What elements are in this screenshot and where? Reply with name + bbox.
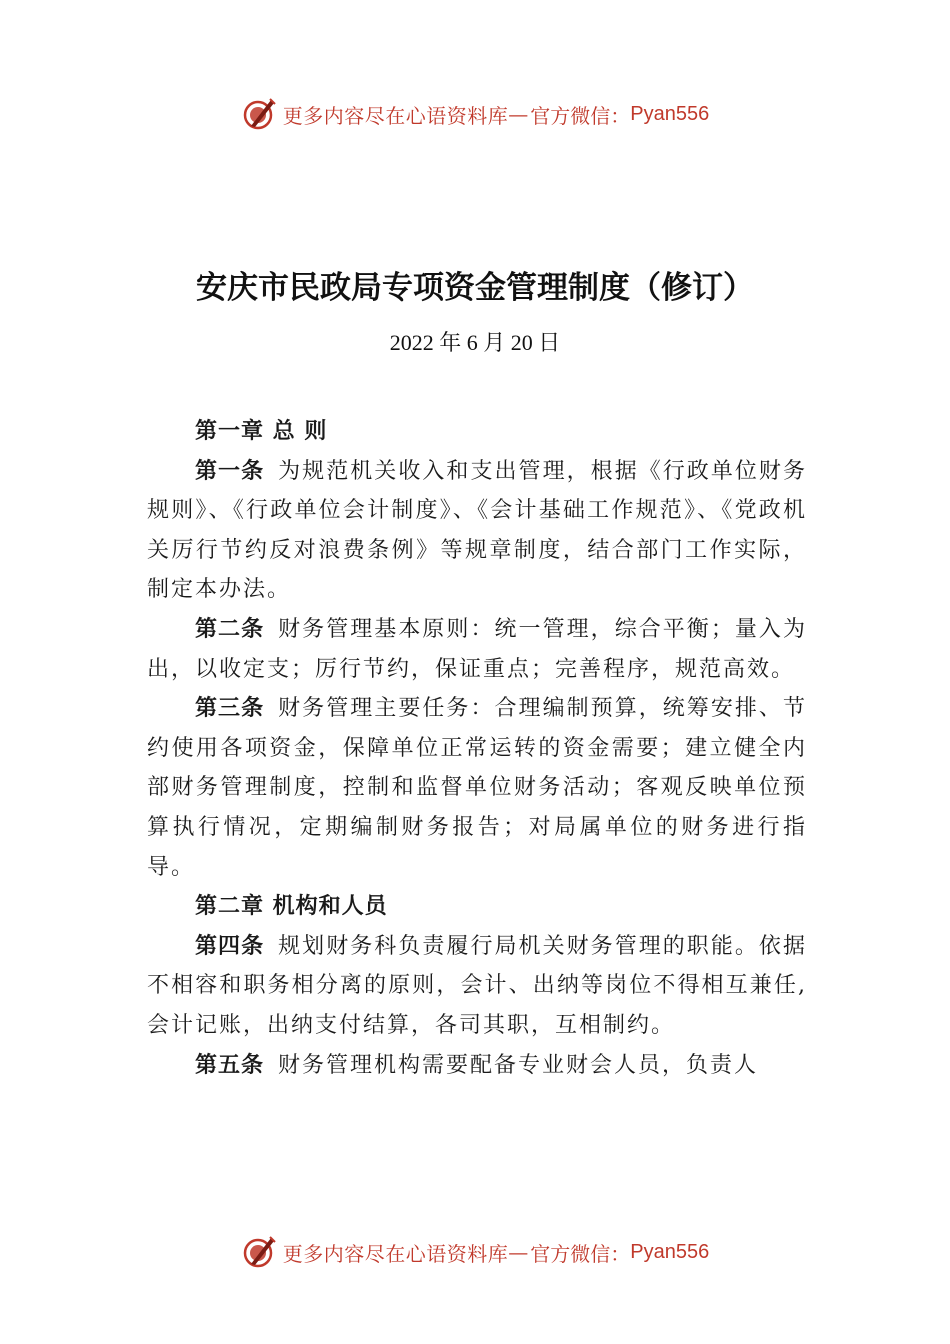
article-text: 规划财务科负责履行局机关财务管理的职能。依据不相容和职务相分离的原则，会计、出纳等岗位不得相互兼任,会计记账，出纳支付结算，各司其职，互相制约。 (147, 933, 807, 1038)
watermark-wechat-label: 官方微信： (530, 103, 631, 128)
article-paragraph (147, 927, 807, 1046)
watermark-dash: — (508, 102, 529, 126)
document-body (147, 412, 807, 1085)
watermark-wechat-id: Pyan556 (630, 1240, 710, 1263)
article-paragraph (147, 452, 807, 610)
article-label: 第三条 (195, 696, 265, 722)
article-paragraph (147, 1046, 807, 1086)
watermark-wechat-id: Pyan556 (630, 102, 710, 125)
document-title: 安庆市民政局专项资金管理制度（修订） (196, 270, 754, 306)
watermark-banner-bottom (0, 1232, 950, 1272)
document-date: 2022 年 6 月 20 日 (389, 330, 561, 355)
article-paragraph (147, 689, 807, 887)
article-text: 财务管理机构需要配备专业财会人员，负责人 (278, 1052, 759, 1078)
watermark-text: 更多内容尽在心语资料库 (282, 103, 509, 128)
chapter-heading: 第一章 总 则 (195, 419, 328, 444)
article-label: 第五条 (195, 1052, 265, 1078)
article-label: 第二条 (195, 616, 265, 642)
article-text: 财务管理基本原则：统一管理，综合平衡；量入为出，以收定支；厉行节约，保证重点；完善程序，规范高效。 (147, 616, 807, 682)
watermark-banner-top (0, 94, 950, 134)
watermark-text: 更多内容尽在心语资料库 (282, 1241, 509, 1266)
article-text: 财务管理主要任务：合理编制预算，统筹安排、节约使用各项资金，保障单位正常运转的资金需要；建立健全内部财务管理制度，控制和监督单位财务活动；客观反映单位预算执行情况，定期编制财务报告；对局属单位的财务进行指导。 (147, 696, 807, 880)
article-label: 第四条 (195, 933, 265, 959)
watermark-wechat-label: 官方微信： (530, 1241, 631, 1266)
quill-seal-icon (241, 96, 277, 132)
article-label: 第一条 (195, 458, 265, 484)
quill-seal-icon (241, 1234, 277, 1270)
watermark-dash: — (508, 1240, 529, 1264)
article-text: 为规范机关收入和支出管理，根据《行政单位财务规则》、《行政单位会计制度》、《会计基础工作规范》、《党政机关厉行节约反对浪费条例》等规章制度，结合部门工作实际，制定本办法。 (147, 458, 807, 603)
chapter-heading: 第二章 机构和人员 (195, 894, 388, 920)
article-paragraph (147, 610, 807, 689)
